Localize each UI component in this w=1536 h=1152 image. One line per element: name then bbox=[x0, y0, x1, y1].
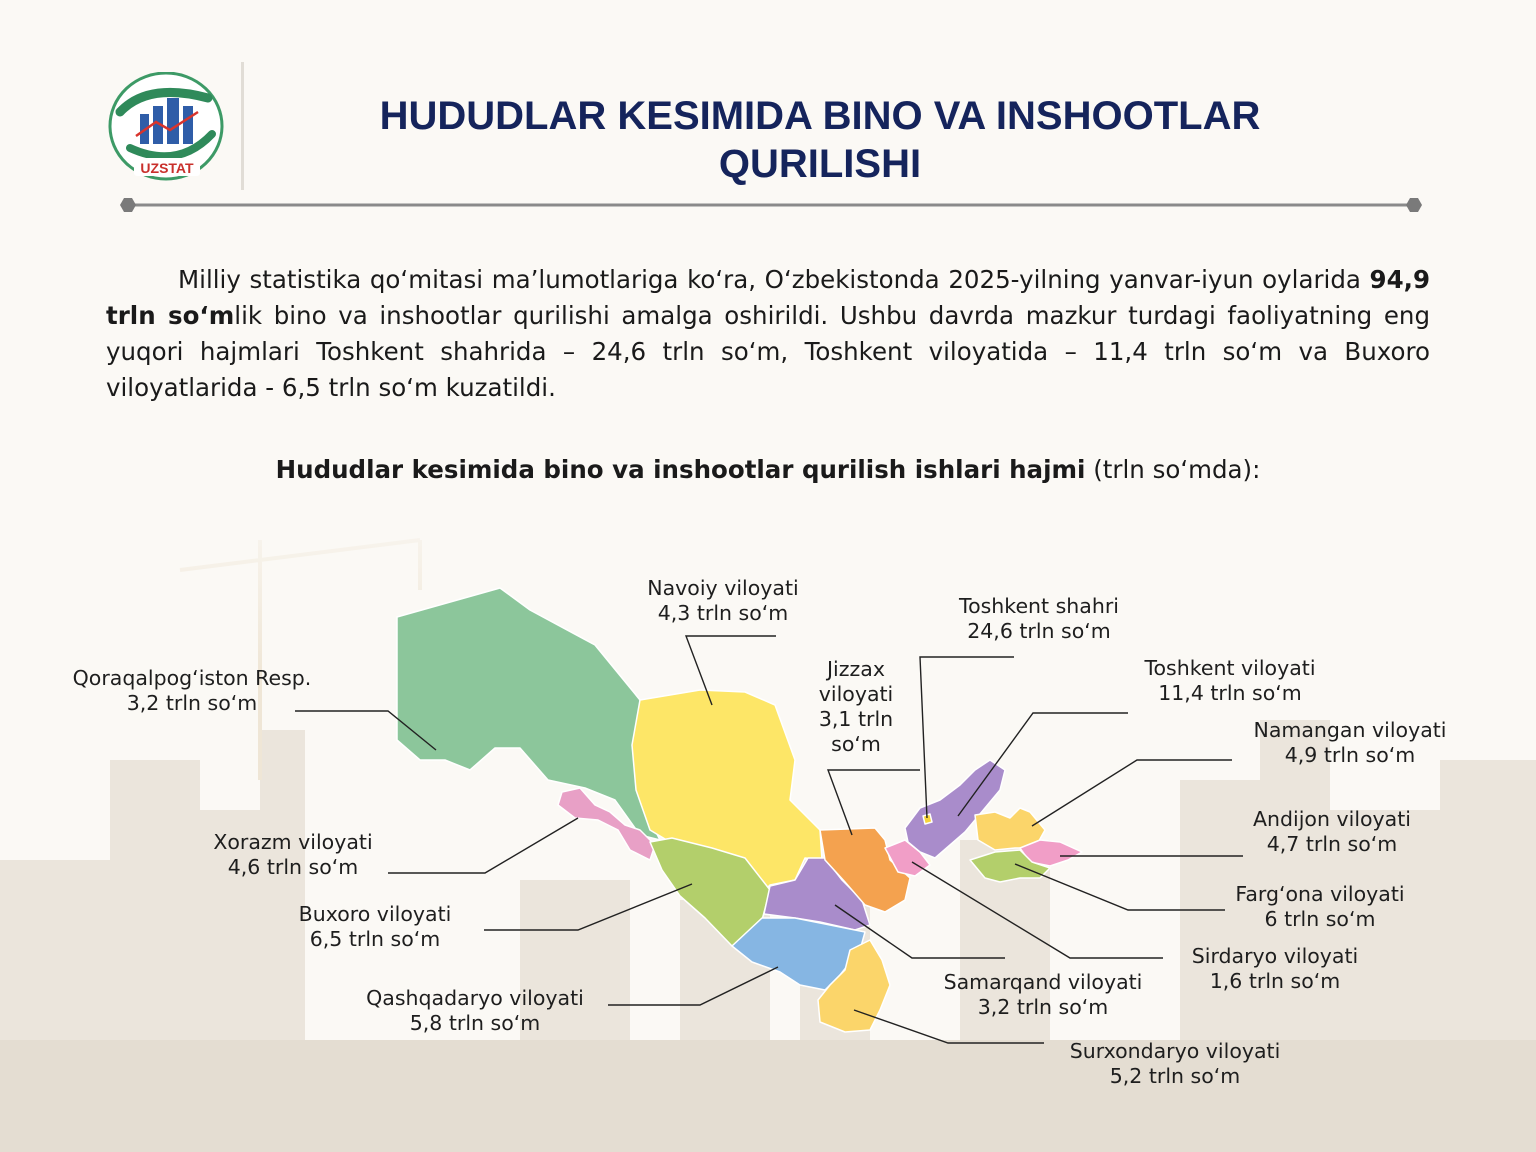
logo-text: UZSTAT bbox=[140, 160, 194, 176]
intro-text-before: Milliy statistika qo‘mitasi ma’lumotlariga ko‘ra, O‘zbekistonda 2025-yilning yanvar-iyun oylarida bbox=[178, 265, 1370, 294]
label-surxondaryo-name: Surxondaryo viloyati bbox=[1069, 1039, 1281, 1063]
label-fargona-value: 6 trln so‘m bbox=[1264, 907, 1376, 931]
label-buxoro-name: Buxoro viloyati bbox=[298, 902, 452, 926]
label-jizzax bbox=[806, 657, 906, 757]
label-jizzax-name-1: Jizzax bbox=[827, 657, 885, 681]
leader-qashqadaryo bbox=[608, 967, 778, 1005]
label-fargona bbox=[1220, 882, 1420, 932]
label-sirdaryo-value: 1,6 trln so‘m bbox=[1209, 969, 1341, 993]
label-namangan bbox=[1240, 718, 1460, 768]
label-xorazm-value: 4,6 trln so‘m bbox=[227, 855, 359, 879]
label-samarqand-name: Samarqand viloyati bbox=[943, 970, 1143, 994]
intro-highlight: 94,9 trln so‘m bbox=[106, 265, 1430, 330]
label-fargona-name: Farg‘ona viloyati bbox=[1235, 882, 1405, 906]
label-sirdaryo-name: Sirdaryo viloyati bbox=[1191, 944, 1359, 968]
intro-text-after: lik bino va inshootlar qurilishi amalga oshirildi. Ushbu davrda mazkur turdagi faoliyatning eng yuqori hajmlari Toshkent shahrida – 24,6 trln so‘m, Toshkent viloyatida – 11,4 trln so‘m va Buxoro viloyatlarida - 6,5 trln so‘m kuzatildi. bbox=[106, 301, 1430, 402]
label-xorazm bbox=[193, 830, 393, 880]
label-andijon-name: Andijon viloyati bbox=[1253, 807, 1411, 831]
page-title: HUDUDLAR KESIMIDA BINO VA INSHOOTLAR QURILISHI bbox=[379, 94, 1261, 186]
label-samarqand bbox=[930, 970, 1156, 1020]
label-toshkent-shahri-name: Toshkent shahri bbox=[959, 594, 1119, 618]
map-subtitle-bold: Hududlar kesimida bino va inshootlar qurilish ishlari hajmi bbox=[275, 455, 1086, 484]
label-qashqadaryo-name: Qashqadaryo viloyati bbox=[366, 986, 584, 1010]
label-qashqadaryo bbox=[345, 986, 605, 1036]
label-andijon-value: 4,7 trln so‘m bbox=[1266, 832, 1398, 856]
label-qoraqalpogiston-value: 3,2 trln so‘m bbox=[126, 691, 258, 715]
map-subtitle-unit: (trln so‘mda): bbox=[1085, 455, 1261, 484]
leader-namangan bbox=[1032, 760, 1232, 826]
label-toshkent-viloyati-name: Toshkent viloyati bbox=[1144, 656, 1316, 680]
label-jizzax-name-2: viloyati bbox=[818, 682, 894, 706]
label-buxoro-value: 6,5 trln so‘m bbox=[309, 927, 441, 951]
label-surxondaryo-value: 5,2 trln so‘m bbox=[1109, 1064, 1241, 1088]
label-qoraqalpogiston-name: Qoraqalpog‘iston Resp. bbox=[72, 666, 312, 690]
label-navoiy-value: 4,3 trln so‘m bbox=[657, 601, 789, 625]
label-navoiy-name: Navoiy viloyati bbox=[647, 576, 799, 600]
label-qoraqalpogiston bbox=[50, 666, 334, 716]
label-toshkent-viloyati-value: 11,4 trln so‘m bbox=[1158, 681, 1302, 705]
label-jizzax-value-1: 3,1 trln bbox=[818, 707, 894, 731]
label-xorazm-name: Xorazm viloyati bbox=[213, 830, 373, 854]
label-namangan-value: 4,9 trln so‘m bbox=[1284, 743, 1416, 767]
label-qashqadaryo-value: 5,8 trln so‘m bbox=[409, 1011, 541, 1035]
label-navoiy bbox=[623, 576, 823, 626]
leader-buxoro bbox=[484, 884, 692, 930]
label-sirdaryo bbox=[1175, 944, 1375, 994]
label-andijon bbox=[1232, 807, 1432, 857]
label-surxondaryo bbox=[1050, 1039, 1300, 1089]
label-namangan-name: Namangan viloyati bbox=[1253, 718, 1447, 742]
label-buxoro bbox=[275, 902, 475, 952]
label-samarqand-value: 3,2 trln so‘m bbox=[977, 995, 1109, 1019]
label-toshkent-shahri bbox=[939, 594, 1139, 644]
label-toshkent-viloyati bbox=[1120, 656, 1340, 706]
label-jizzax-value-2: so‘m bbox=[831, 732, 881, 756]
label-toshkent-shahri-value: 24,6 trln so‘m bbox=[967, 619, 1111, 643]
region-qoraqalpogiston[interactable] bbox=[397, 588, 660, 840]
leader-xorazm bbox=[388, 818, 578, 873]
